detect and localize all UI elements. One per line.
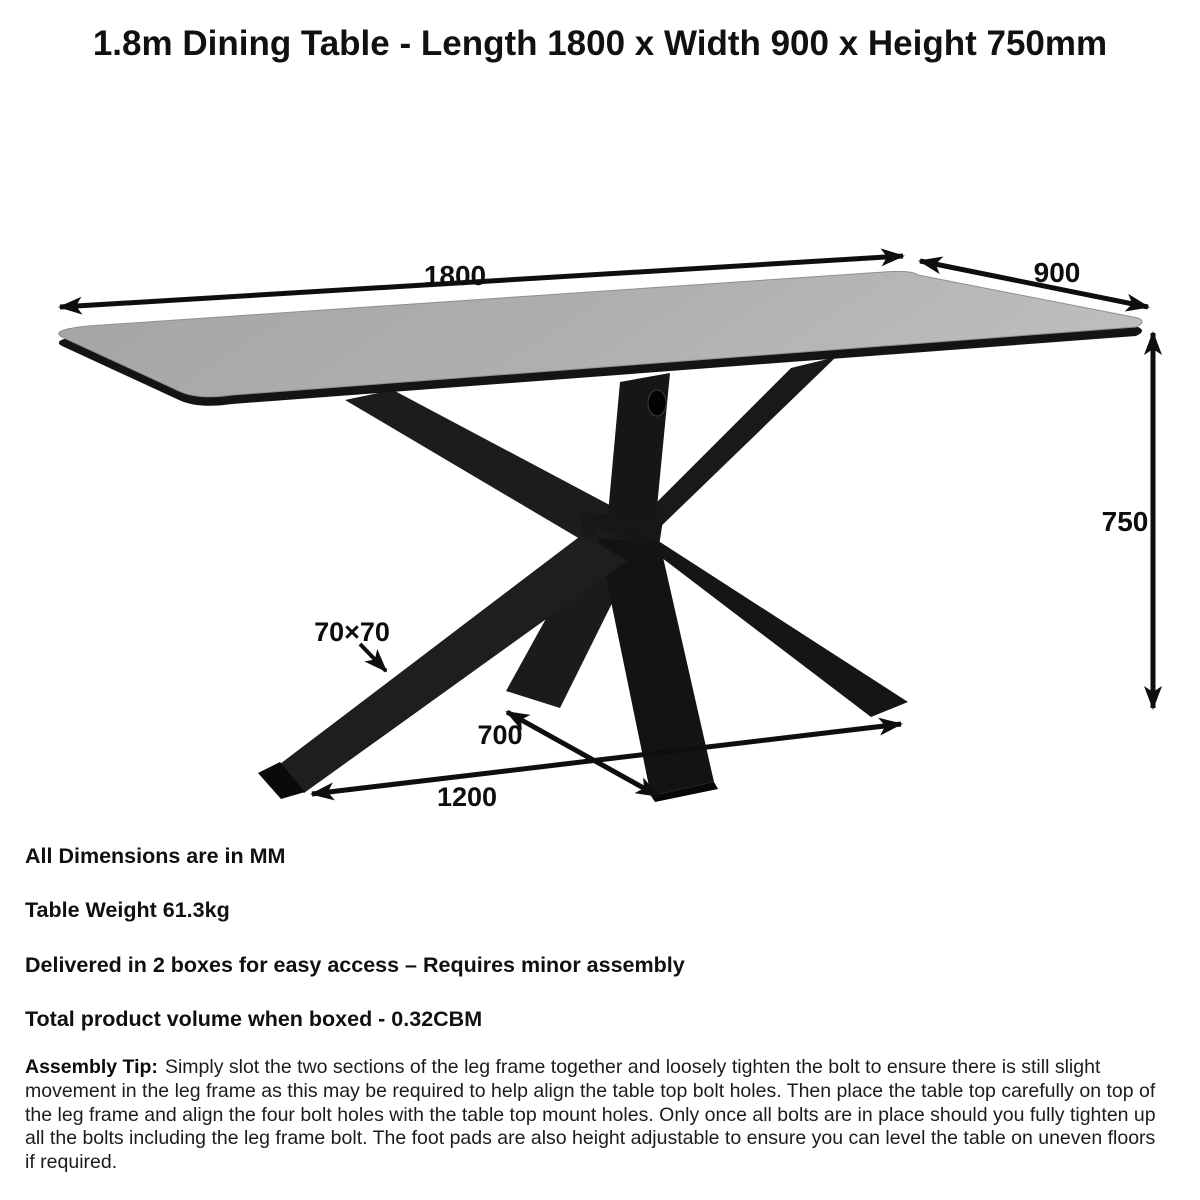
- leg-section-pointer-arrow: [360, 644, 386, 671]
- assembly-tip-text: Simply slot the two sections of the leg frame together and loosely tighten the bolt to ensure there is still slight movement in the leg frame as this may be required to help align the table top bolt holes. Then place the table top carefully on top of the leg frame and align the four bolt holes with the table top mount holes. Only once all bolts are in place should you fully tighten up all the bolts including the leg frame bolt. The foot pads are also height adjustable to ensure you can level the table on uneven floors if required.: [25, 1056, 1156, 1174]
- assembly-tip-label: Assembly Tip:: [25, 1056, 158, 1078]
- leg-section-label: 70×70: [314, 617, 390, 647]
- spec-delivery: Delivered in 2 boxes for easy access – Requires minor assembly: [25, 953, 685, 977]
- page-title: 1.8m Dining Table - Length 1800 x Width 900 x Height 750mm: [92, 24, 1108, 63]
- spec-dimensions-note: All Dimensions are in MM: [25, 844, 286, 868]
- length-dimension-label: 1800: [423, 260, 487, 291]
- height-dimension-label: 750: [1101, 506, 1149, 537]
- spec-boxed-volume: Total product volume when boxed - 0.32CBM: [25, 1007, 483, 1031]
- assembly-tip: [25, 1056, 1165, 1175]
- table-top-surface: [59, 271, 1142, 396]
- leg-bolt-hole: [648, 390, 666, 416]
- spec-table-weight: Table Weight 61.3kg: [25, 898, 230, 922]
- base-width-dimension-arrow: [312, 724, 901, 794]
- base-depth-label: 700: [477, 720, 523, 750]
- table-top: [59, 271, 1142, 405]
- width-dimension-label: 900: [1033, 257, 1081, 288]
- base-width-label: 1200: [436, 782, 498, 812]
